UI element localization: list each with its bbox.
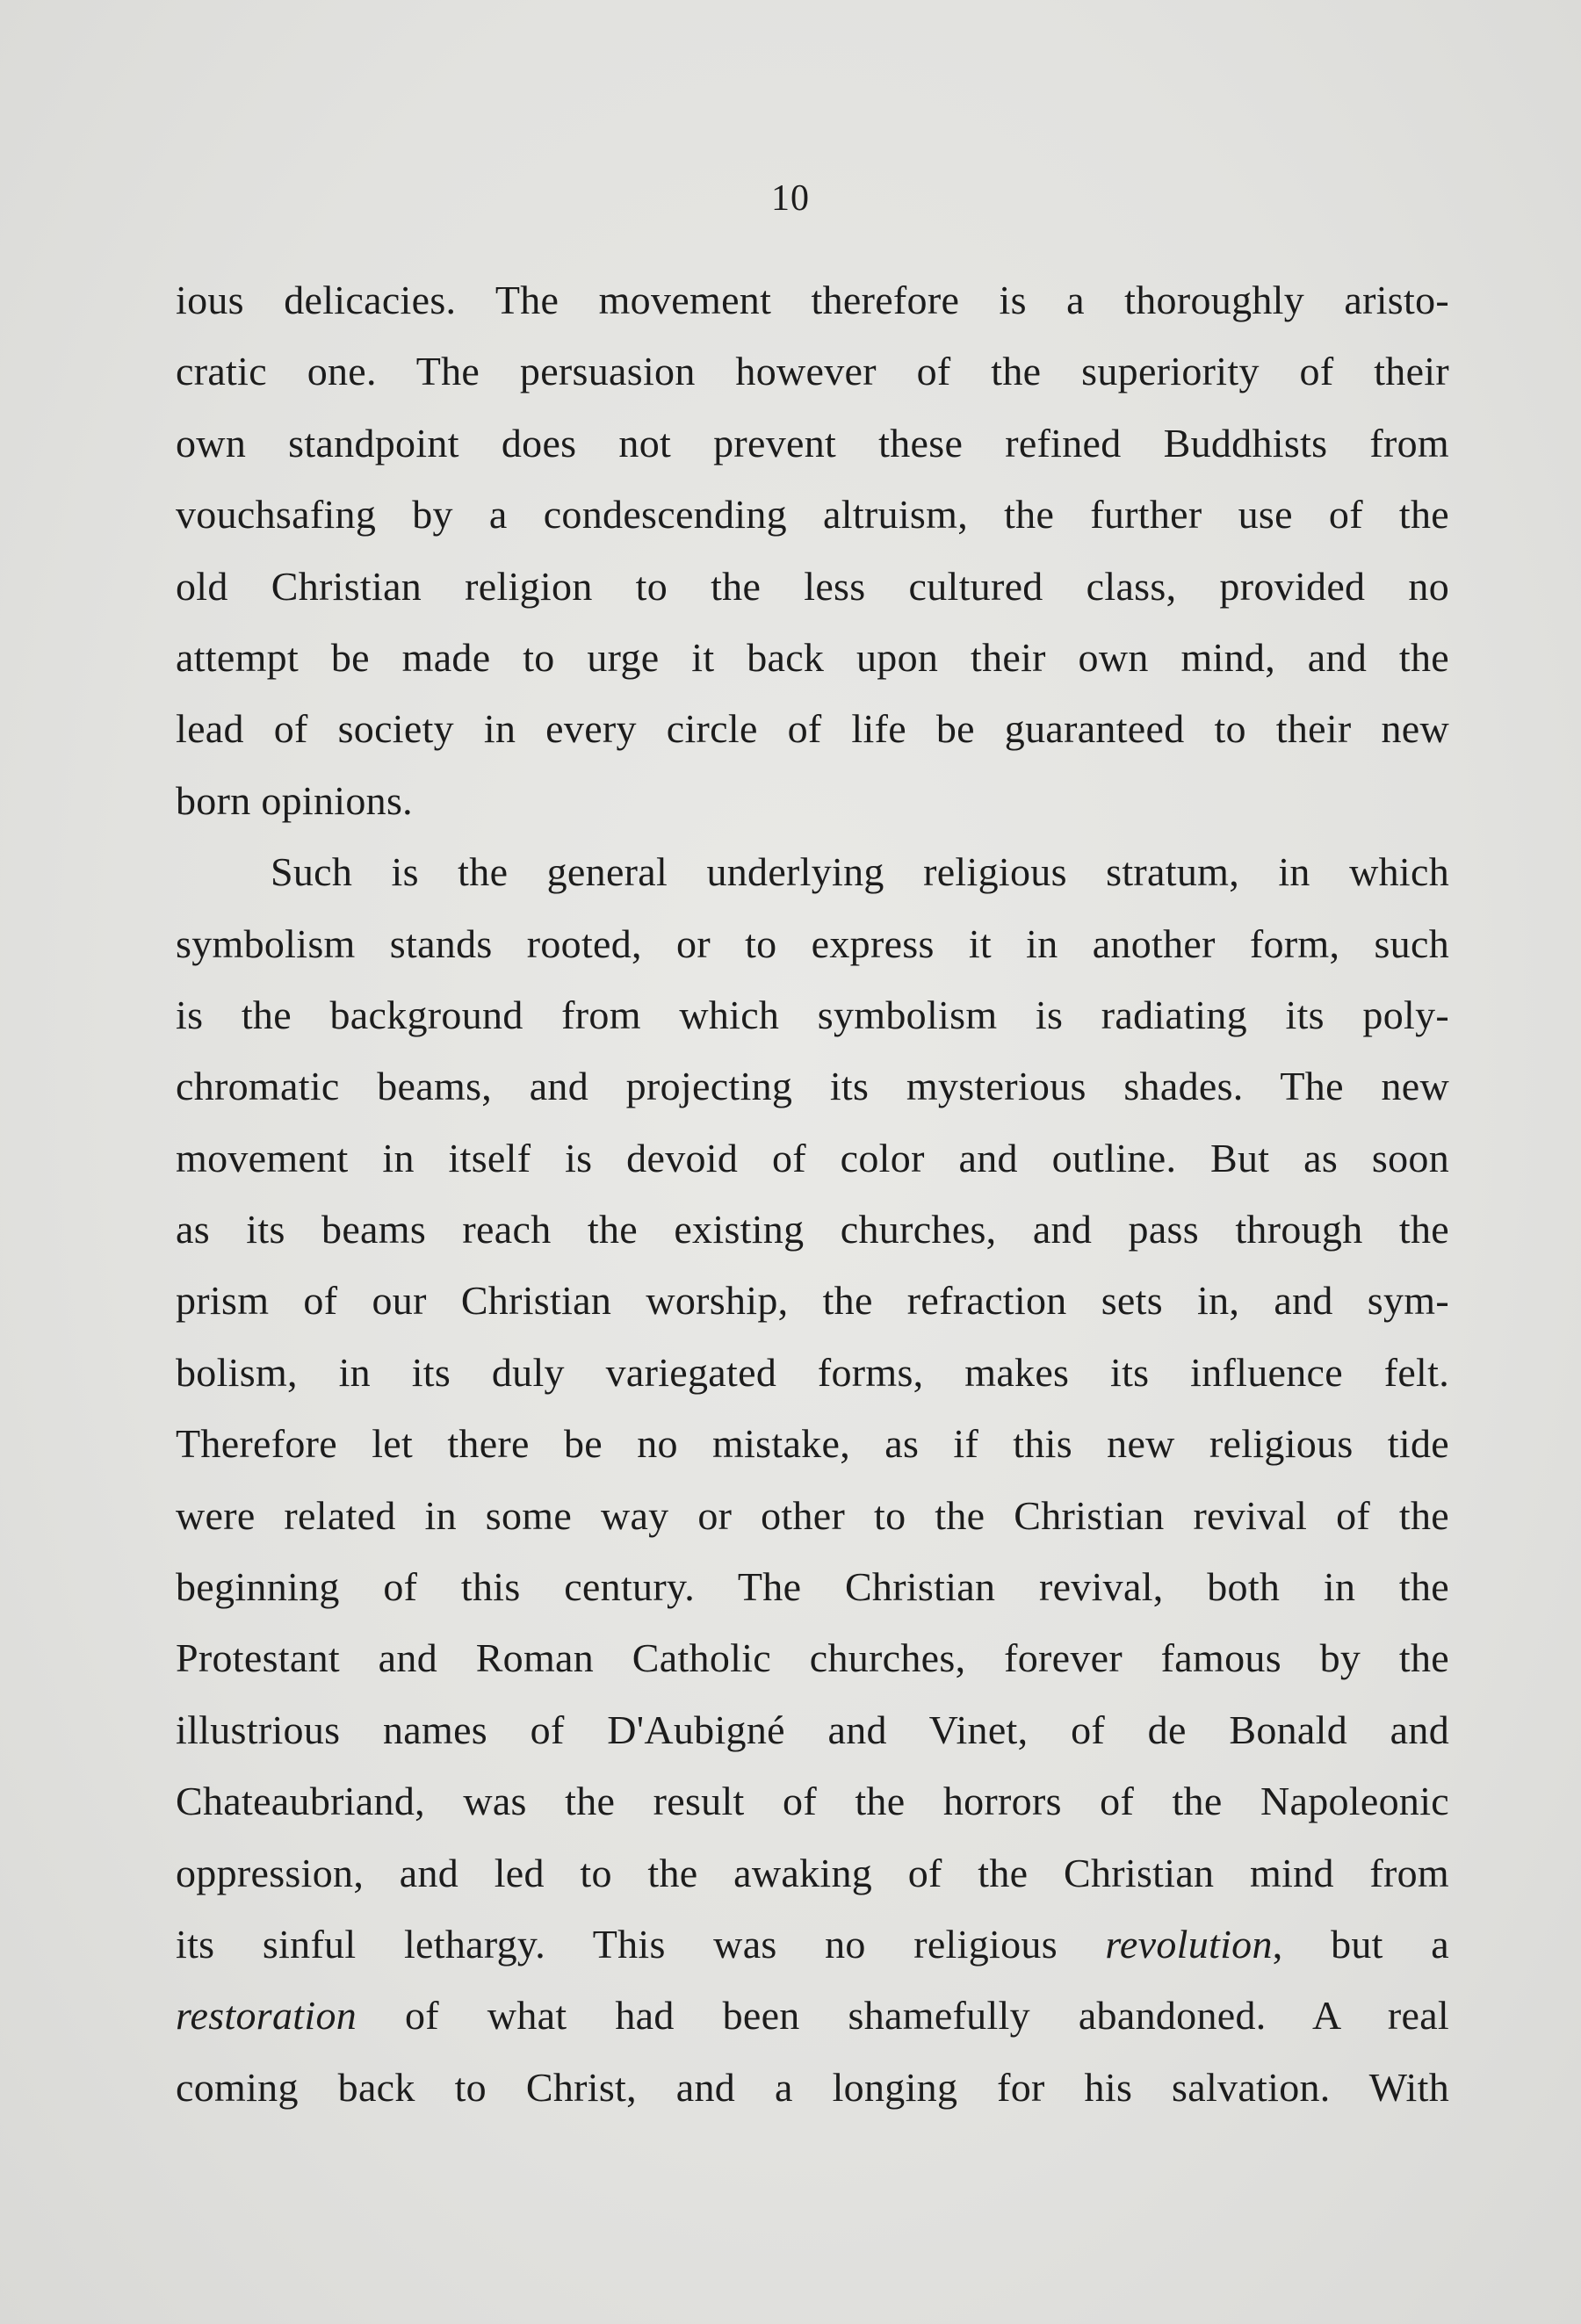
text-line: ious delicacies. The movement therefore is a thoroughly aristo-	[176, 278, 1449, 322]
text-span: its sinful lethargy. This was no religious	[176, 1921, 1106, 1967]
italic-word: restoration	[176, 1993, 357, 2039]
text-span: of what had been shamefully abandoned. A real	[357, 1993, 1449, 2039]
text-line: bolism, in its duly variegated forms, makes its influence felt.	[176, 1349, 1449, 1395]
text-line-with-italic	[176, 1909, 1449, 1980]
paragraph-start-line: Such is the general underlying religious stratum, in which	[271, 849, 1449, 895]
italic-word: revolution	[1105, 1921, 1273, 1967]
text-line: chromatic beams, and projecting its mysterious shades. The new	[176, 1064, 1449, 1109]
text-line: oppression, and led to the awaking of the Christian mind from	[176, 1850, 1449, 1895]
page-number: 10	[771, 178, 810, 219]
text-line: lead of society in every circle of life be guaranteed to their new	[176, 706, 1449, 752]
text-line: attempt be made to urge it back upon their own mind, and the	[176, 634, 1449, 680]
text-line: symbolism stands rooted, or to express it in another form, such	[176, 920, 1449, 966]
text-span: , but a	[1272, 1921, 1449, 1967]
text-line: as its beams reach the existing churches, and pass through the	[176, 1207, 1449, 1252]
text-line: prism of our Christian worship, the refraction sets in, and sym-	[176, 1278, 1449, 1324]
text-line: old Christian religion to the less cultured class, provided no	[176, 563, 1449, 609]
text-line: is the background from which symbolism is radiating its poly-	[176, 992, 1449, 1037]
text-line: coming back to Christ, and a longing for his salvation. With	[176, 2064, 1449, 2110]
text-line: movement in itself is devoid of color and outline. But as soon	[176, 1135, 1449, 1180]
text-line: cratic one. The persuasion however of the superiority of their	[176, 349, 1449, 394]
text-line: Therefore let there be no mistake, as if this new religious tide	[176, 1421, 1449, 1467]
text-line: vouchsafing by a condescending altruism, the further use of the	[176, 492, 1449, 538]
text-line-with-italic	[176, 1980, 1449, 2051]
body-text	[176, 264, 1449, 2123]
text-line: own standpoint does not prevent these refined Buddhists from	[176, 420, 1449, 466]
text-line: illustrious names of D'Aubigné and Vinet, of de Bonald and	[176, 1707, 1449, 1752]
text-line: beginning of this century. The Christian revival, both in the	[176, 1564, 1449, 1610]
text-line: Protestant and Roman Catholic churches, forever famous by the	[176, 1635, 1449, 1681]
text-line: Chateaubriand, was the result of the horrors of the Napoleonic	[176, 1779, 1449, 1824]
text-line: born opinions.	[176, 777, 413, 823]
text-line: were related in some way or other to the Christian revival of the	[176, 1492, 1449, 1538]
